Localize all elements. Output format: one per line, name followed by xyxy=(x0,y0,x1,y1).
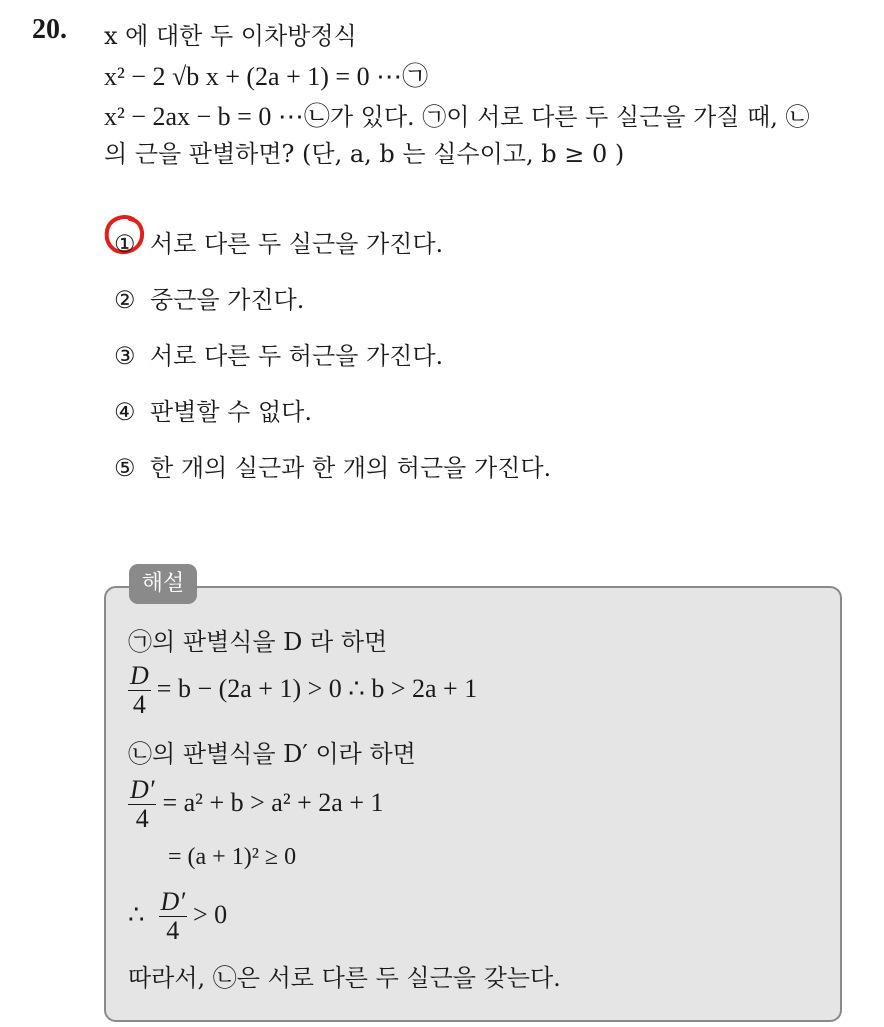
fraction-dprime-over-4: $\frac{D'}{4}$ xyxy=(130,775,155,833)
solution-inequality-2: = a² + b > a² + 2a + 1 xyxy=(162,788,384,817)
choice-4-number: ④ xyxy=(114,398,136,426)
choice-3-text: 서로 다른 두 허근을 가진다. xyxy=(150,342,444,370)
solution-inequality-1: = b − (2a + 1) > 0 ∴ b > 2a + 1 xyxy=(156,674,478,703)
choice-5[interactable] xyxy=(114,448,551,483)
question-line-4: 의 근을 판별하면? (단, a, b 는 실수이고, b ≥ 0 ) xyxy=(104,140,625,168)
solution-line-5: = (a + 1)² ≥ 0 xyxy=(168,844,297,870)
solution-tag: 해설 xyxy=(129,564,197,604)
solution-inequality-3: > 0 xyxy=(193,900,228,929)
choice-5-number: ⑤ xyxy=(114,454,136,482)
fraction-d-over-4: $\frac{D}{4}$ xyxy=(130,661,149,719)
choice-3-number: ③ xyxy=(114,342,136,370)
solution-line-1: ㉠의 판별식을 D 라 하면 xyxy=(128,628,388,656)
solution-conclusion: 따라서, ㉡은 서로 다른 두 실근을 갖는다. xyxy=(128,964,561,992)
choice-5-text: 한 개의 실근과 한 개의 허근을 가진다. xyxy=(150,454,552,482)
solution-line-3: ㉡의 판별식을 D′ 이라 하면 xyxy=(128,740,416,768)
choice-4[interactable] xyxy=(114,392,312,427)
choice-3[interactable] xyxy=(114,336,443,371)
choice-2[interactable] xyxy=(114,280,304,315)
question-line-1: x 에 대한 두 이차방정식 xyxy=(104,22,357,50)
choice-2-text: 중근을 가진다. xyxy=(150,286,305,314)
solution-line-6 xyxy=(128,888,227,945)
question-line-3-text: 가 있다. ㉠이 서로 다른 두 실근을 가질 때, ㉡ xyxy=(329,103,810,131)
question-line-3 xyxy=(104,96,810,133)
choice-2-number: ② xyxy=(114,286,136,314)
solution-line-4 xyxy=(128,776,384,833)
fraction-dprime-over-4-b: $\frac{D'}{4}$ xyxy=(160,887,186,945)
solution-line-2 xyxy=(128,662,477,719)
choice-1[interactable] xyxy=(114,224,443,259)
question-number: 20. xyxy=(32,14,67,45)
choice-4-text: 판별할 수 없다. xyxy=(150,398,312,426)
choice-1-text: 서로 다른 두 실근을 가진다. xyxy=(150,230,444,258)
choice-1-number: ① xyxy=(114,230,136,258)
equation-1: x² − 2 √b x + (2a + 1) = 0 ⋯㉠ xyxy=(104,62,429,91)
equation-2: x² − 2ax − b = 0 ⋯㉡ xyxy=(104,102,330,131)
therefore-symbol: ∴ xyxy=(128,900,145,929)
